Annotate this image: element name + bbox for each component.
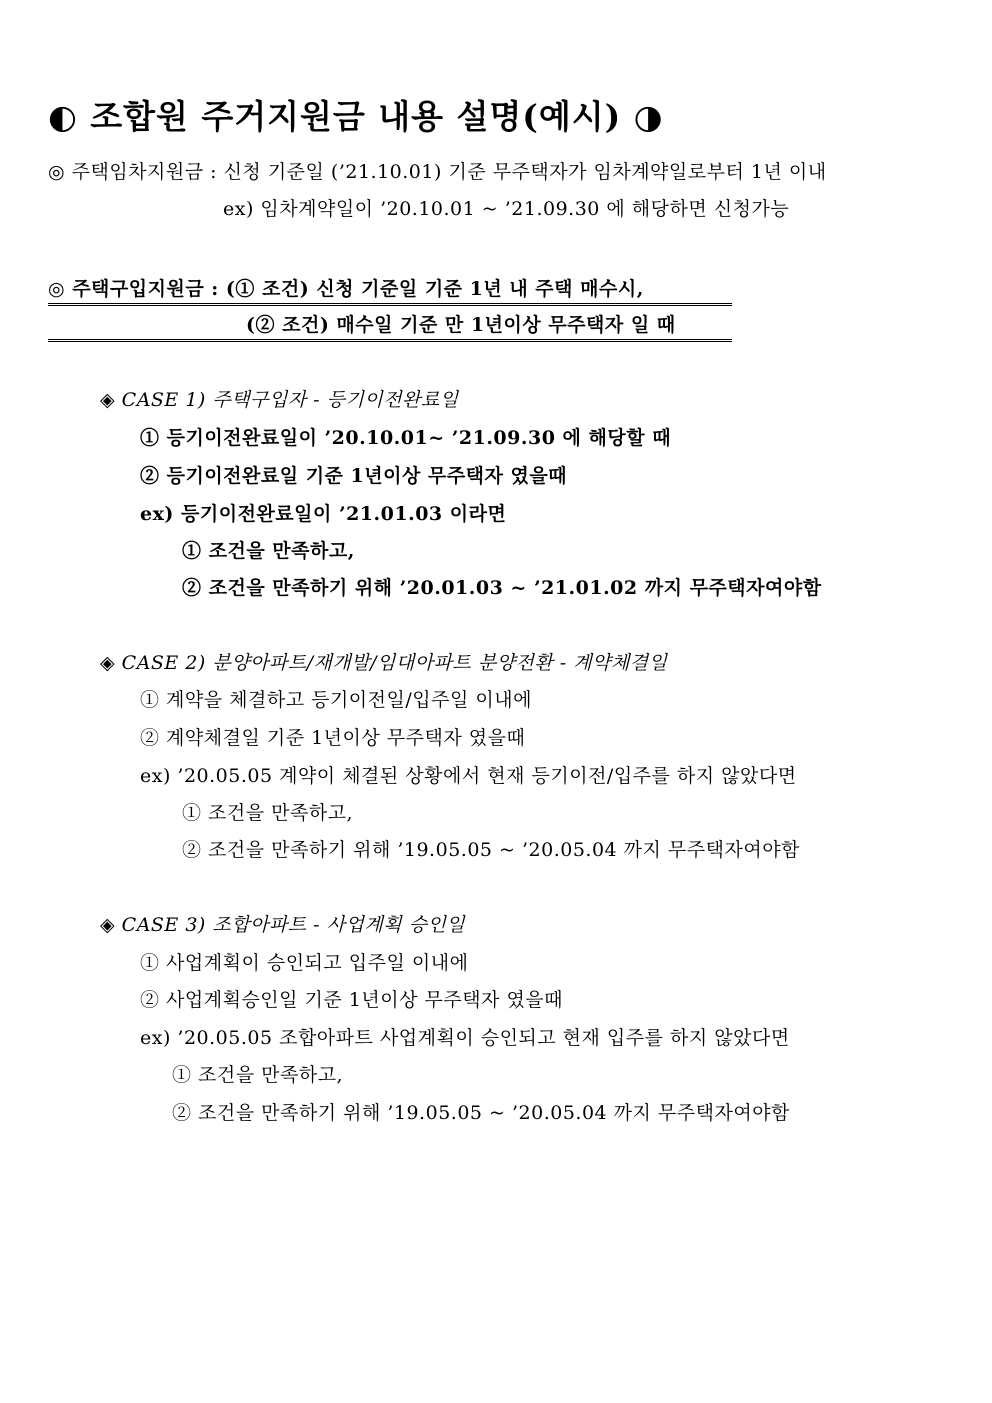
purchase-underline-2 bbox=[48, 339, 732, 342]
case2-item-2: ② 계약체결일 기준 1년이상 무주택자 였을때 bbox=[140, 727, 526, 749]
case3-example-2: ② 조건을 만족하기 위해 ’19.05.05 ~ ’20.05.04 까지 무주택자여야함 bbox=[172, 1102, 790, 1124]
case2-example: ex) ’20.05.05 계약이 체결된 상황에서 현재 등기이전/입주를 하지 않았다면 bbox=[140, 765, 797, 787]
purchase-underline-1 bbox=[48, 303, 732, 306]
case3-item-1: ① 사업계획이 승인되고 입주일 이내에 bbox=[140, 952, 469, 974]
case2-example-1: ① 조건을 만족하고, bbox=[182, 802, 354, 824]
case2-example-2: ② 조건을 만족하기 위해 ’19.05.05 ~ ’20.05.04 까지 무주택자여야함 bbox=[182, 839, 800, 861]
purchase-support-condition: (② 조건) 매수일 기준 만 1년이상 무주택자 일 때 bbox=[246, 314, 676, 336]
case2-item-1: ① 계약을 체결하고 등기이전일/입주일 이내에 bbox=[140, 689, 532, 711]
rental-support-example: ex) 임차계약일이 ’20.10.01 ~ ’21.09.30 에 해당하면 신청가능 bbox=[223, 198, 790, 220]
case1-heading: ◈ CASE 1) 주택구입자 - 등기이전완료일 bbox=[100, 389, 459, 411]
case2-heading: ◈ CASE 2) 분양아파트/재개발/임대아파트 분양전환 - 계약체결일 bbox=[100, 652, 668, 674]
rental-support-line: ◎ 주택임차지원금 : 신청 기준일 (’21.10.01) 기준 무주택자가 임차계약일로부터 1년 이내 bbox=[48, 161, 827, 183]
case1-item-1: ① 등기이전완료일이 ’20.10.01~ ’21.09.30 에 해당할 때 bbox=[140, 427, 672, 449]
case3-item-2: ② 사업계획승인일 기준 1년이상 무주택자 였을때 bbox=[140, 989, 564, 1011]
case1-example-2: ② 조건을 만족하기 위해 ’20.01.03 ~ ’21.01.02 까지 무주택자여야함 bbox=[182, 577, 822, 599]
purchase-support-line: ◎ 주택구입지원금 : (① 조건) 신청 기준일 기준 1년 내 주택 매수시, bbox=[48, 278, 644, 300]
page-title: ◐ 조합원 주거지원금 내용 설명(예시) ◑ bbox=[48, 97, 664, 136]
case1-example-1: ① 조건을 만족하고, bbox=[182, 540, 355, 562]
case3-example: ex) ’20.05.05 조합아파트 사업계획이 승인되고 현재 입주를 하지 않았다면 bbox=[140, 1027, 790, 1049]
case3-heading: ◈ CASE 3) 조합아파트 - 사업계획 승인일 bbox=[100, 914, 466, 936]
case1-example: ex) 등기이전완료일이 ’21.01.03 이라면 bbox=[140, 503, 507, 525]
case1-item-2: ② 등기이전완료일 기준 1년이상 무주택자 였을때 bbox=[140, 465, 568, 487]
case3-example-1: ① 조건을 만족하고, bbox=[172, 1064, 344, 1086]
